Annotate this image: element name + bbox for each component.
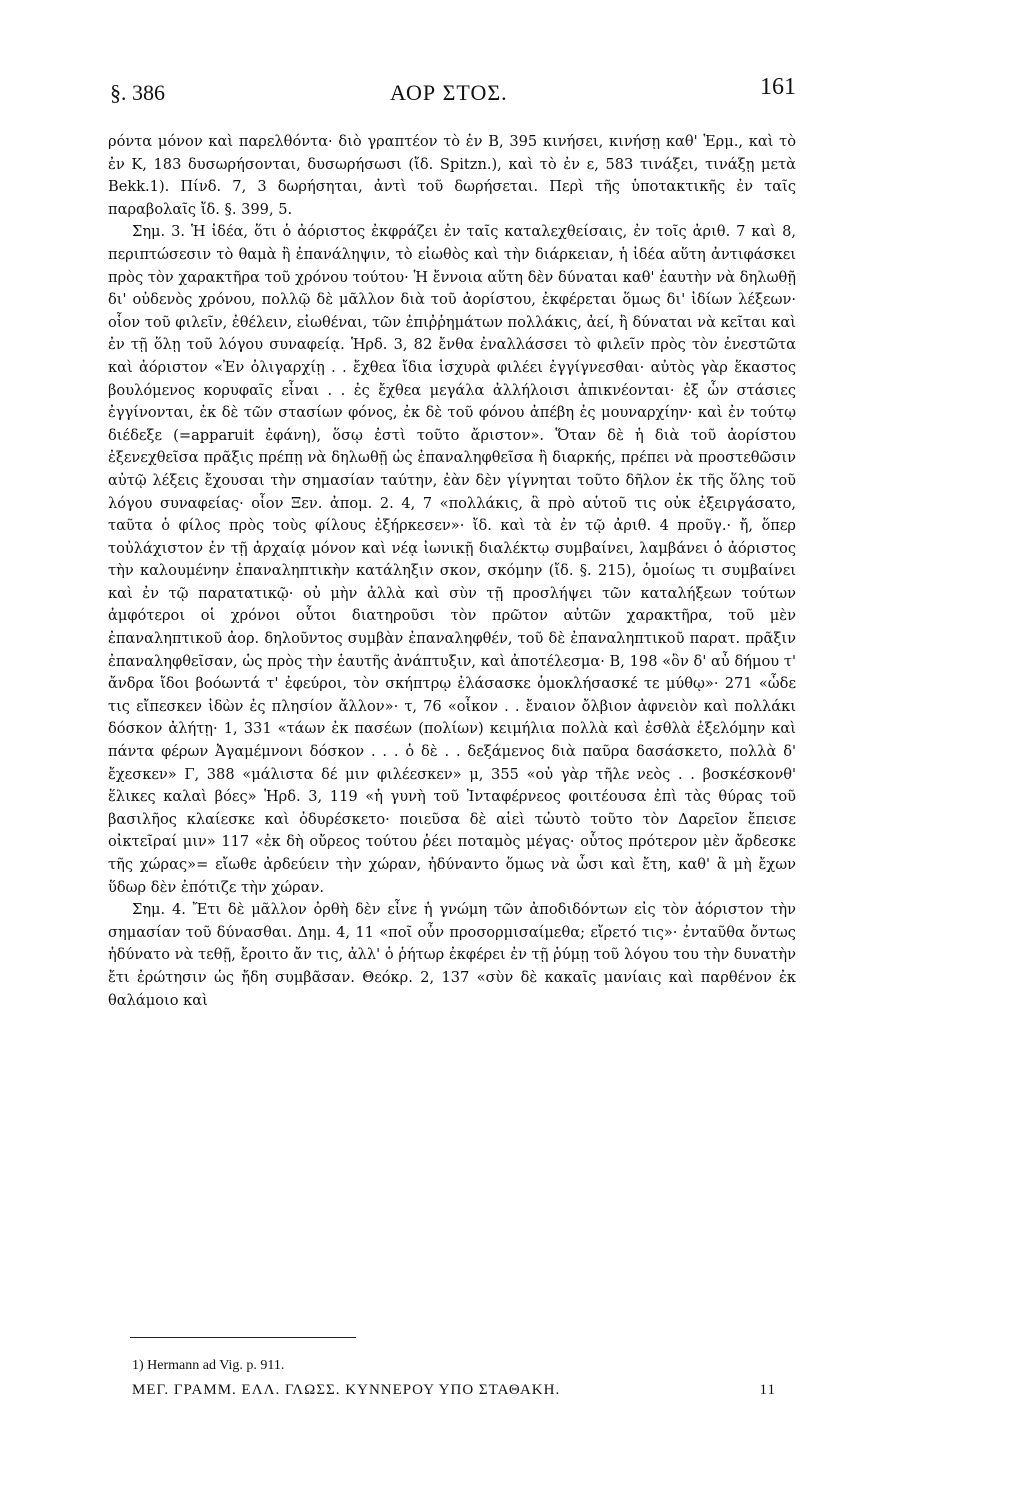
footnote-divider xyxy=(130,1337,356,1338)
running-head xyxy=(108,70,796,110)
body-text xyxy=(108,131,796,1012)
paragraph-note-4: Σημ. 4. Ἔτι δὲ μᾶλλον ὀρθὴ δὲν εἶνε ἡ γνώμη τῶν ἀποδιδόντων εἰς τὸν ἀόριστον τὴν σημασίαν τοῦ δύνασθαι. Δημ. 4, 11 «ποῖ οὖν προσορμισαίμεθα; εἴρετό τις»· ἐνταῦθα ὄντως ἠδύνατο νὰ τεθῇ, ἔροιτο ἄν τις, ἀλλ' ὁ ῥήτωρ ἐκφέρει ἐν τῇ ῥύμῃ τοῦ λόγου του τὴν δυνατὴν ἔτι ἐρώτησιν ὡς ἤδη συμβᾶσαν. Θεόκρ. 2, 137 «σὺν δὲ κακαῖς μανίαις καὶ παρθένον ἐκ θαλάμοιο καὶ xyxy=(108,901,796,1009)
section-number: §. 386 xyxy=(110,80,165,105)
footnote: 1) Hermann ad Vig. p. 911. xyxy=(132,1358,285,1373)
book-page xyxy=(108,70,796,1450)
page-title: ΑΟΡ ΣΤΟΣ. xyxy=(390,80,508,105)
paragraph-note-3: Σημ. 3. Ἡ ἰδέα, ὅτι ὁ ἀόριστος ἐκφράζει ἐν ταῖς καταλεχθείσαις, ἐν τοῖς ἀριθ. 7 καὶ 8, περιπτώσεσιν τὸ θαμὰ ἢ ἐπανάληψιν, τὸ εἰωθὸς καὶ τὴν διάρκειαν, ἡ ἰδέα αὕτη ἀντιφάσκει πρὸς τὸν χαρακτῆρα τοῦ χρόνου τούτου· Ἡ ἔννοια αὕτη δὲν δύναται καθ' ἑαυτὴν νὰ δηλωθῇ δι' οὐδενὸς χρόνου, πολλῷ δὲ μᾶλλον διὰ τοῦ ἀορίστου, ἐκφέρεται ὅμως δι' ἰδίων λέξεων· οἷον τοῦ φιλεῖν, ἐθέλειν, εἰωθέναι, τῶν ἐπιῤῥημάτων πολλάκις, ἀεί, ἢ δύναται νὰ κεῖται καὶ ἐν τῇ ὅλῃ τοῦ λόγου συναφείᾳ. Ἡρδ. 3, 82 ἔνθα ἐναλλάσσει τὸ φιλεῖν πρὸς τὸν ἐνεστῶτα καὶ ἀόριστον «Ἐν ὀλιγαρχίῃ . . ἔχθεα ἴδια ἰσχυρὰ φιλέει ἐγγίγνεσθαι· αὐτὸς γὰρ ἕκαστος βουλόμενος κορυφαῖς εἶναι . . ἐς ἔχθεα μεγάλα ἀλλήλοισι ἀπικνέονται· ἐξ ὧν στάσιες ἐγγίνονται, ἐκ δὲ τῶν στασίων φόνος, ἐκ δὲ τοῦ φόνου ἀπέβη ἐς μουναρχίην· καὶ ἐν τούτῳ διέδεξε (=apparuit ἐφάνη), ὅσῳ ἐστὶ τοῦτο ἄριστον». Ὅταν δὲ ἡ διὰ τοῦ ἀορίστου ἐξενεχθεῖσα πρᾶξις πρέπῃ νὰ δηλωθῇ ὡς ἐπαναληφθεῖσα ἢ διαρκής, πρέπει νὰ προστεθῶσιν αὐτῷ λέξεις ἔχουσαι τὴν σημασίαν ταύτην, ἐὰν δὲν γίγνηται τοῦτο δῆλον ἐκ τῆς ὅλης τοῦ λόγου συναφείας· οἷον Ξεν. ἀπομ. 2. 4, 7 «πολλάκις, ἃ πρὸ αὑτοῦ τις οὐκ ἐξειργάσατο, ταῦτα ὁ φίλος πρὸς τοὺς φίλους ἐξήρκεσεν»· ἴδ. καὶ τὰ ἐν τῷ ἀριθ. 4 προῦγ.· ἤ, ὅπερ τοὐλάχιστον ἐν τῇ ἀρχαίᾳ μόνον καὶ νέᾳ ἰωνικῇ διαλέκτῳ συμβαίνει, λαμβάνει ὁ ἀόριστος τὴν καλουμένην ἐπαναληπτικὴν κατάληξιν σκον, σκόμην (ἴδ. §. 215), ὁμοίως τι συμβαίνει καὶ ἐν τῷ παρατατικῷ· οὐ μὴν ἀλλὰ καὶ σὺν τῇ προσλήψει τῶν καταλήξεων τούτων ἀμφότεροι οἱ χρόνοι οὗτοι διατηροῦσι τὸν πρῶτον αὐτῶν χαρακτῆρα, τοῦ μὲν ἐπαναληπτικοῦ ἀορ. δηλοῦντος συμβὰν ἐπαναληφθέν, τοῦ δὲ ἐπαναληπτικοῦ παρατ. πρᾶξιν ἐπαναληφθεῖσαν, ὡς πρὸς τὴν ἑαυτῆς ἀνάπτυξιν, καὶ ἀποτέλεσμα· B, 198 «ὃν δ' αὖ δήμου τ' ἄνδρα ἴδοι βοόωντά τ' ἐφεύροι, τὸν σκήπτρῳ ἐλάσασκε ὁμοκλήσασκέ τε μύθῳ»· 271 «ὧδε τις εἴπεσκεν ἰδὼν ἐς πλησίον ἄλλον»· τ, 76 «οἶκον . . ἔναιον ὄλβιον ἀφνειὸν καὶ πολλάκι δόσκον ἀλήτῃ· 1, 331 «τάων ἐκ πασέων (πολίων) κειμήλια πολλὰ καὶ ἐσθλὰ ἐξελόμην καὶ πάντα φέρων Ἀγαμέμνονι δόσκον . . . ὁ δὲ . . δεξάμενος διὰ παῦρα δασάσκετο, πολλὰ δ' ἔχεσκεν» Γ, 388 «μάλιστα δέ μιν φιλέεσκεν» μ, 355 «οὐ γὰρ τῆλε νεὸς . . βοσκέσκονθ' ἕλικες καλαὶ βόες» Ἡρδ. 3, 119 «ἡ γυνὴ τοῦ Ἰνταφέρνεος φοιτέουσα ἐπὶ τὰς θύρας τοῦ βασιλῆος κλαίεσκε καὶ ὀδυρέσκετο· ποιεῦσα δὲ αἰεὶ τὠυτὸ τοῦτο τὸν Δαρεῖον ἔπεισε οἰκτεῖραί μιν» 117 «ἐκ δὴ οὔρεος τούτου ῥέει ποταμὸς μέγας· οὗτος πρότερον μὲν ἄρδεσκε τῆς χώρας»= εἴωθε ἀρδεύειν τὴν χώραν, ἠδύναντο ὅμως νὰ ὦσι καὶ ἔτη, καθ' ἃ μὴ ἔχων ὕδωρ δὲν ἐπότιζε τὴν χώραν. xyxy=(108,223,796,896)
printer-signature xyxy=(132,1382,796,1399)
page-number: 161 xyxy=(760,74,796,100)
signature-text: ΜΕΓ. ΓΡΑΜΜ. ΕΛΛ. ΓΛΩΣΣ. ΚΥΝΝΕΡΟΥ ΥΠΟ ΣΤΑΘΑΚΗ. xyxy=(132,1382,561,1398)
paragraph-continuation: ρόντα μόνον καὶ παρελθόντα· διὸ γραπτέον τὸ ἐν B, 395 κινήσει, κινήσῃ καθ' Ἑρμ., καὶ τὸ ἐν K, 183 δυσωρήσονται, δυσωρήσωσι (ἴδ. Spitzn.), καὶ τὸ ἐν ε, 583 τινάξει, τινάξῃ μετὰ Bekk.1). Πίνδ. 7, 3 δωρήσηται, ἀντὶ τοῦ δωρήσεται. Περὶ τῆς ὑποτακτικῆς ἐν ταῖς παραβολαῖς ἴδ. §. 399, 5. xyxy=(108,133,796,218)
signature-number: 11 xyxy=(759,1382,776,1398)
